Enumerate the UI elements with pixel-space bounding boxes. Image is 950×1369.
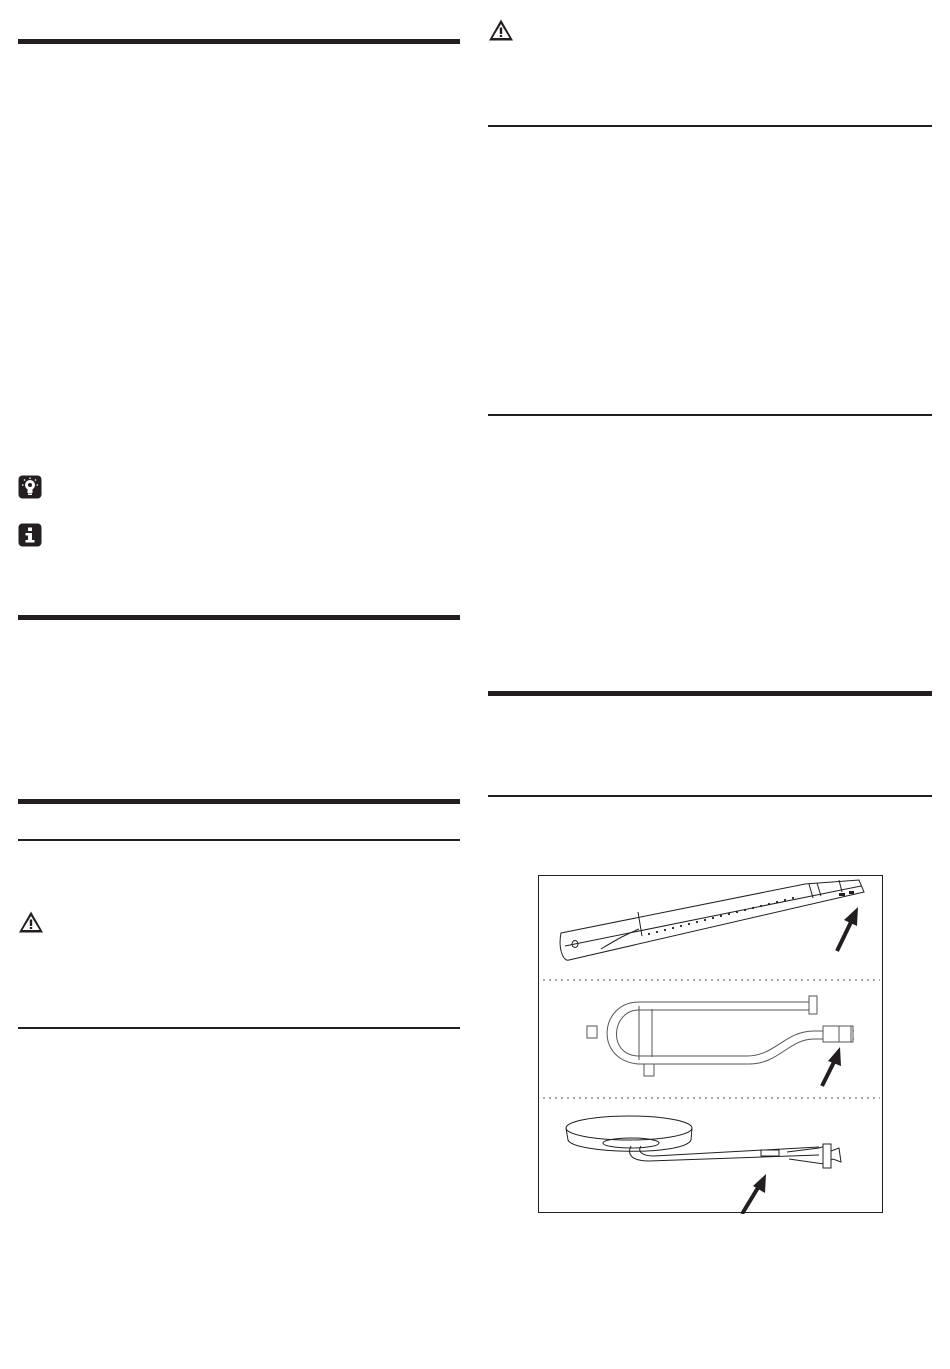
subsection-rule-1 <box>18 839 460 841</box>
subsection-rule-2 <box>18 1027 460 1029</box>
round-side-burner-drawing <box>566 1116 841 1168</box>
arrow-icon <box>822 1047 841 1086</box>
subsection-rule-4 <box>488 414 932 416</box>
section-rule-3 <box>18 799 460 804</box>
section-rule-4 <box>488 691 932 696</box>
warning-triangle-icon <box>488 18 514 42</box>
u-shaped-burner-drawing <box>587 996 854 1076</box>
info-icon <box>18 523 42 547</box>
straight-tube-burner-drawing <box>560 880 864 960</box>
section-rule-1 <box>18 39 460 44</box>
arrow-icon <box>742 1174 766 1214</box>
burner-illustration-figure <box>538 875 883 1213</box>
section-rule-2 <box>18 615 460 620</box>
subsection-rule-3 <box>488 125 932 127</box>
arrow-icon <box>837 907 858 951</box>
warning-triangle-icon <box>18 910 44 934</box>
subsection-rule-5 <box>488 795 932 797</box>
lightbulb-icon <box>18 475 42 499</box>
